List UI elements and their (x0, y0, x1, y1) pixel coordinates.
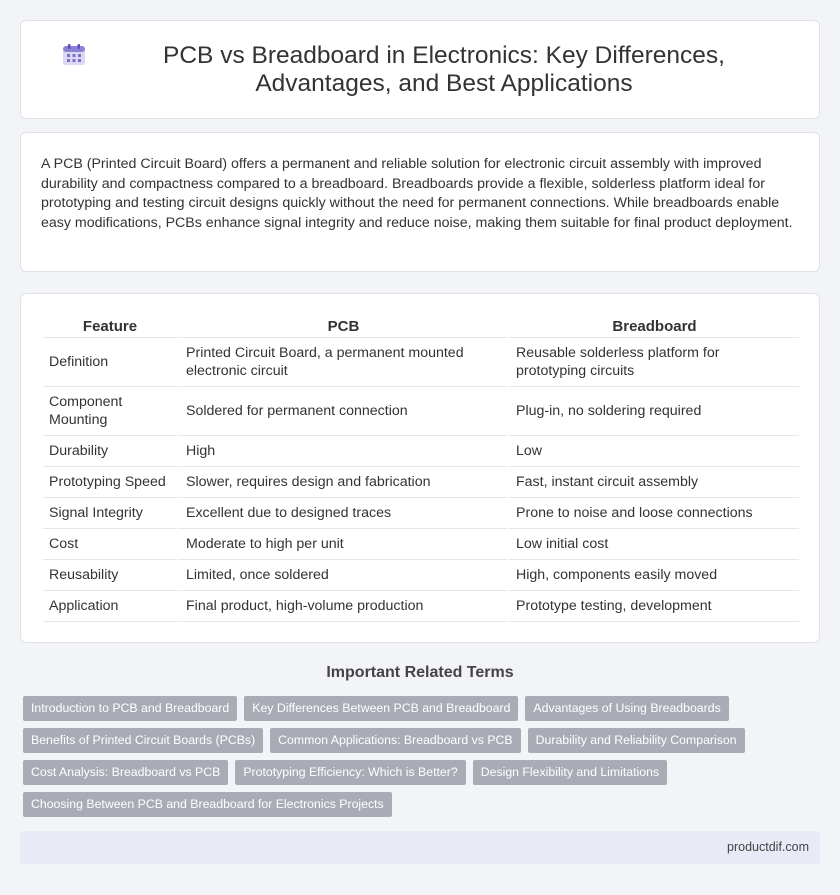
site-name[interactable]: productdif.com (727, 840, 809, 854)
related-term-tag[interactable]: Durability and Reliability Comparison (528, 728, 745, 753)
related-term-tag[interactable]: Prototyping Efficiency: Which is Better? (235, 760, 465, 785)
intro-card (20, 132, 820, 272)
feature-cell: Definition (43, 338, 177, 387)
pcb-cell: Limited, once soldered (177, 560, 507, 591)
related-terms-title: Important Related Terms (326, 664, 514, 681)
related-term-tag[interactable]: Introduction to PCB and Breadboard (23, 696, 237, 721)
feature-cell: Cost (43, 529, 177, 560)
related-term-tag[interactable]: Common Applications: Breadboard vs PCB (270, 728, 520, 753)
feature-cell: Durability (43, 436, 177, 467)
related-term-tag[interactable]: Choosing Between PCB and Breadboard for Electronics Projects (23, 792, 392, 817)
page-title: PCB vs Breadboard in Electronics: Key Differences, Advantages, and Best Applications (163, 41, 725, 97)
related-terms-list (23, 696, 783, 824)
pcb-cell: Printed Circuit Board, a permanent mounted electronic circuit (177, 338, 507, 387)
pcb-cell: Soldered for permanent connection (177, 387, 507, 436)
table-row (43, 529, 799, 560)
related-term-tag[interactable]: Design Flexibility and Limitations (473, 760, 667, 785)
calendar-grid-icon (61, 42, 87, 68)
header-feature: Feature (43, 316, 177, 338)
header-pcb: PCB (177, 316, 507, 338)
comparison-table-card (20, 293, 820, 643)
breadboard-cell: Low (507, 436, 799, 467)
feature-cell: Component Mounting (43, 387, 177, 436)
comparison-table (43, 316, 799, 622)
pcb-cell: Excellent due to designed traces (177, 498, 507, 529)
table-row (43, 498, 799, 529)
breadboard-cell: High, components easily moved (507, 560, 799, 591)
table-row (43, 467, 799, 498)
pcb-cell: Slower, requires design and fabrication (177, 467, 507, 498)
intro-paragraph: A PCB (Printed Circuit Board) offers a permanent and reliable solution for electronic circuit assembly with improved durability and compactness compared to a breadboard. Breadboards provide a flexible, solderless platform ideal for prototyping and testing circuit designs quickly without the need for permanent connections. While breadboards enable easy modifications, PCBs enhance signal integrity and reduce noise, making them suitable for final product deployment. (41, 156, 793, 231)
table-header-row (43, 316, 799, 338)
feature-cell: Prototyping Speed (43, 467, 177, 498)
footer-bar (20, 831, 820, 864)
pcb-cell: High (177, 436, 507, 467)
related-term-tag[interactable]: Advantages of Using Breadboards (525, 696, 728, 721)
feature-cell: Application (43, 591, 177, 622)
breadboard-cell: Prototype testing, development (507, 591, 799, 622)
feature-cell: Signal Integrity (43, 498, 177, 529)
feature-cell: Reusability (43, 560, 177, 591)
breadboard-cell: Fast, instant circuit assembly (507, 467, 799, 498)
breadboard-cell: Plug-in, no soldering required (507, 387, 799, 436)
related-term-tag[interactable]: Benefits of Printed Circuit Boards (PCBs) (23, 728, 263, 753)
breadboard-cell: Low initial cost (507, 529, 799, 560)
breadboard-cell: Prone to noise and loose connections (507, 498, 799, 529)
header-breadboard: Breadboard (507, 316, 799, 338)
table-row (43, 338, 799, 387)
header-card (20, 20, 820, 119)
pcb-cell: Final product, high-volume production (177, 591, 507, 622)
related-term-tag[interactable]: Key Differences Between PCB and Breadboard (244, 696, 518, 721)
table-row (43, 436, 799, 467)
pcb-cell: Moderate to high per unit (177, 529, 507, 560)
table-row (43, 387, 799, 436)
table-row (43, 591, 799, 622)
table-row (43, 560, 799, 591)
related-term-tag[interactable]: Cost Analysis: Breadboard vs PCB (23, 760, 228, 785)
breadboard-cell: Reusable solderless platform for prototyping circuits (507, 338, 799, 387)
